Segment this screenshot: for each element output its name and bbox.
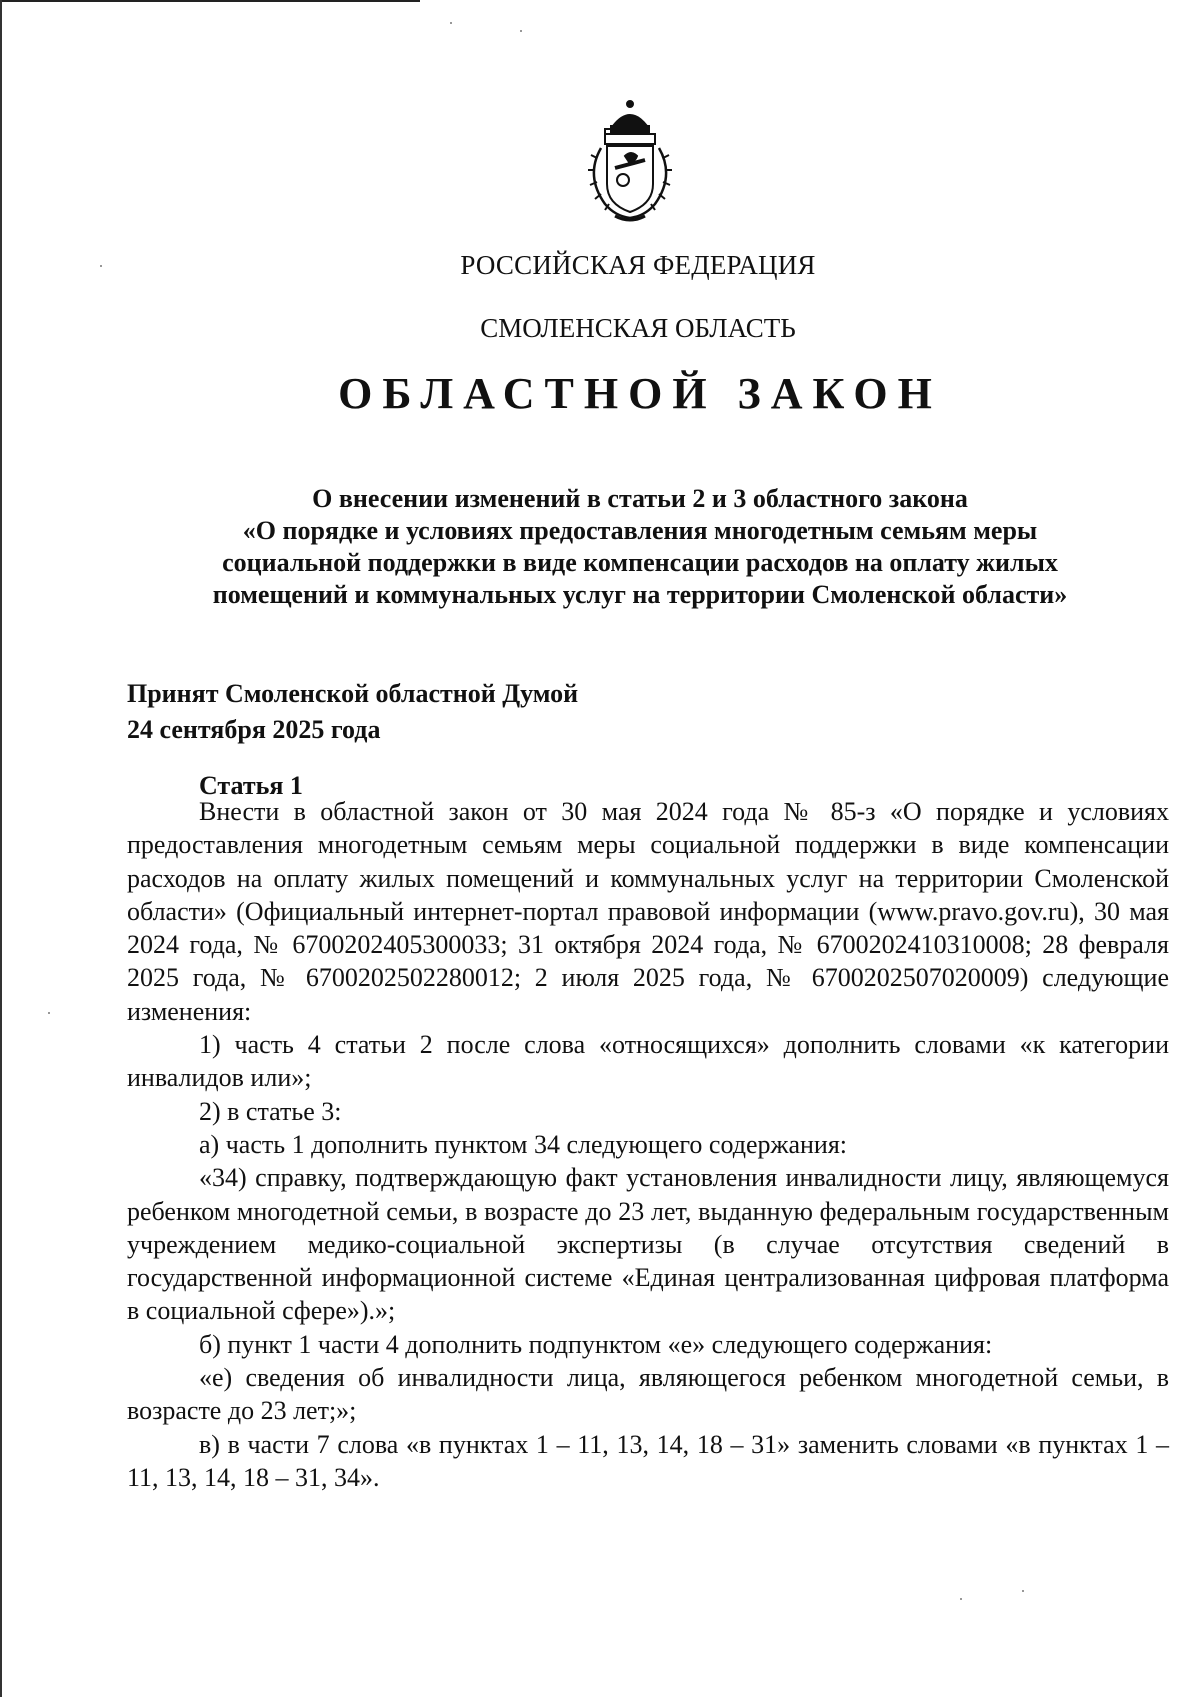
article-paragraph: Внести в областной закон от 30 мая 2024 года № 85-з «О порядке и условиях предоставления многодетным семьям меры социальной поддержки в виде компенсации расходов на оплату жилых помещений и коммунальных услуг на территории Смоленской области» (Официальный интернет-портал правовой информации (www.pravo.gov.ru), 30 мая 2024 года, № 6700202405300033; 31 октября 2024 года, № 6700202410310008; 28 февраля 2025 года, № 6700202502280012; 2 июля 2025 года, № 6700202507020009) следующие изменения: <box>127 797 1169 1026</box>
adoption-body: Принят Смоленской областной Думой <box>127 679 579 708</box>
article-paragraph: а) часть 1 дополнить пунктом 34 следующего содержания: <box>199 1129 848 1159</box>
article-paragraph: «е) сведения об инвалидности лица, являющегося ребенком многодетной семьи, в возрасте до 23 лет;»; <box>127 1363 1169 1426</box>
article-paragraph: «34) справку, подтверждающую факт установления инвалидности лицу, являющемуся ребенком многодетной семьи, в возрасте до 23 лет, выданную федеральным государственным учреждением медико-социальной экспертизы (в случае отсутствия сведений в государственной информационной системе «Единая централизованная цифровая платформа в социальной сфере»).»; <box>127 1163 1169 1326</box>
law-title-line: социальной поддержки в виде компенсации расходов на оплату жилых <box>222 548 1058 577</box>
article-body <box>127 795 1169 1494</box>
article-paragraph: 2) в статье 3: <box>199 1096 342 1126</box>
law-title-line: О внесении изменений в статьи 2 и 3 областного закона <box>312 484 968 513</box>
scan-speck <box>48 1012 50 1014</box>
scan-edge-left <box>0 0 2 1697</box>
header-region: СМОЛЕНСКАЯ ОБЛАСТЬ <box>480 313 796 343</box>
scan-speck <box>520 30 522 32</box>
article-heading: Статья 1 <box>199 771 303 800</box>
article-paragraph: 1) часть 4 статьи 2 после слова «относящихся» дополнить словами «к категории инвалидов или»; <box>127 1030 1169 1093</box>
header-federation: РОССИЙСКАЯ ФЕДЕРАЦИЯ <box>460 250 816 280</box>
law-title-line: помещений и коммунальных услуг на территории Смоленской области» <box>212 580 1068 609</box>
scan-speck <box>450 22 452 24</box>
coat-of-arms-icon <box>575 96 685 226</box>
scan-speck <box>100 265 102 267</box>
article-paragraph: б) пункт 1 части 4 дополнить подпунктом «е» следующего содержания: <box>199 1329 993 1359</box>
law-title <box>160 483 1120 611</box>
document-type-heading: ОБЛАСТНОЙ ЗАКОН <box>338 369 942 418</box>
article-paragraph: в) в части 7 слова «в пунктах 1 – 11, 13, 14, 18 – 31» заменить словами «в пунктах 1 – 11, 13, 14, 18 – 31, 34». <box>127 1429 1169 1492</box>
scan-speck <box>1022 1590 1024 1592</box>
scan-edge-top <box>0 0 420 2</box>
adoption-info <box>127 676 578 748</box>
law-title-line: «О порядке и условиях предоставления многодетным семьям меры <box>242 516 1038 545</box>
scan-speck <box>960 1598 962 1600</box>
adoption-date: 24 сентября 2025 года <box>127 715 381 744</box>
